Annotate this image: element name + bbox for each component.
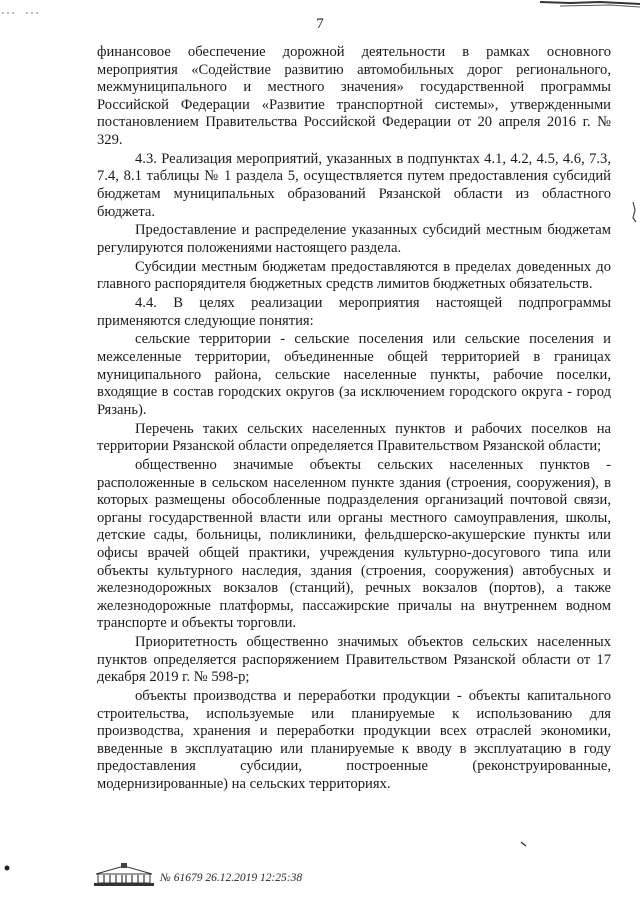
paragraph: общественно значимые объекты сельских населенных пунктов - расположенные в сельском населенном пункте здания (строения, сооружения), в которых размещены обособленные подразделения организаций почтовой связи, органы государственной власти или органы местного самоуправления, школы, детские сады, больницы, поликлиники, фельдшерско-акушерские пункты или офисы врачей общей практики, учреждения культурно-досугового типа или объекты культурного наследия, здания (строения, сооружения) автобусных и железнодорожных вокзалов (станций), речных вокзалов (портов), а также железнодорожные платформы, пассажирские причалы на внутреннем водном транспорте и объекты торговли. [97, 456, 611, 632]
document-registration-mark: № 61679 26.12.2019 12:25:38 [160, 872, 303, 884]
paragraph: Предоставление и распределение указанных субсидий местным бюджетам регулируются положениями настоящего раздела. [97, 222, 611, 256]
scan-artifact-top-right [540, 0, 640, 10]
building-stamp-icon [92, 862, 156, 888]
scan-artifact-right-margin [630, 200, 640, 224]
scan-artifact-dot [2, 863, 12, 873]
document-body [97, 44, 611, 795]
paragraph: Субсидии местным бюджетам предоставляются в пределах доведенных до главного распорядителя бюджетных средств лимитов бюджетных обязательств. [97, 258, 611, 293]
paragraph: финансовое обеспечение дорожной деятельности в рамках основного мероприятия «Содействие развитию автомобильных дорог регионального, межмуниципального и местного значения» государственной программы Российской Федерации «Развитие транспортной системы», утвержденными постановлением Правительства Российской Федерации от 20 апреля 2016 г. № 329. [97, 44, 611, 148]
paragraph: 4.3. Реализация мероприятий, указанных в подпунктах 4.1, 4.2, 4.5, 4.6, 7.3, 7.4, 8.1 таблицы № 1 раздела 5, осуществляется путем предоставления субсидий бюджетам муниципальных образований Рязанской области из областного бюджета. [97, 150, 611, 220]
paragraph: сельские территории - сельские поселения или сельские поселения и межселенные территории, объединенные общей территорией в границах муниципального района, сельские населенные пункты, рабочие поселки, входящие в состав городских округов (за исключением городского округа - город Рязань). [97, 331, 611, 418]
paragraph: 4.4. В целях реализации мероприятия настоящей подпрограммы применяются следующие понятия: [97, 295, 611, 329]
page-number: 7 [316, 16, 324, 32]
paragraph: Перечень таких сельских населенных пунктов и рабочих поселков на территории Рязанской области определяется Правительством Рязанской области; [97, 420, 611, 455]
scan-artifact-tick [520, 840, 528, 848]
paragraph: Приоритетность общественно значимых объектов сельских населенных пунктов определяется распоряжением Правительством Рязанской области от 17 декабря 2019 г. № 598-р; [97, 634, 611, 686]
paragraph: объекты производства и переработки продукции - объекты капитального строительства, используемые или планируемые к использованию для производства, хранения и переработки продукции всех отраслей экономики, введенные в эксплуатацию или планируемые к вводу в эксплуатацию в году предоставления субсидии, построенные (реконструированные, модернизированные) на сельских территориях. [97, 688, 611, 793]
